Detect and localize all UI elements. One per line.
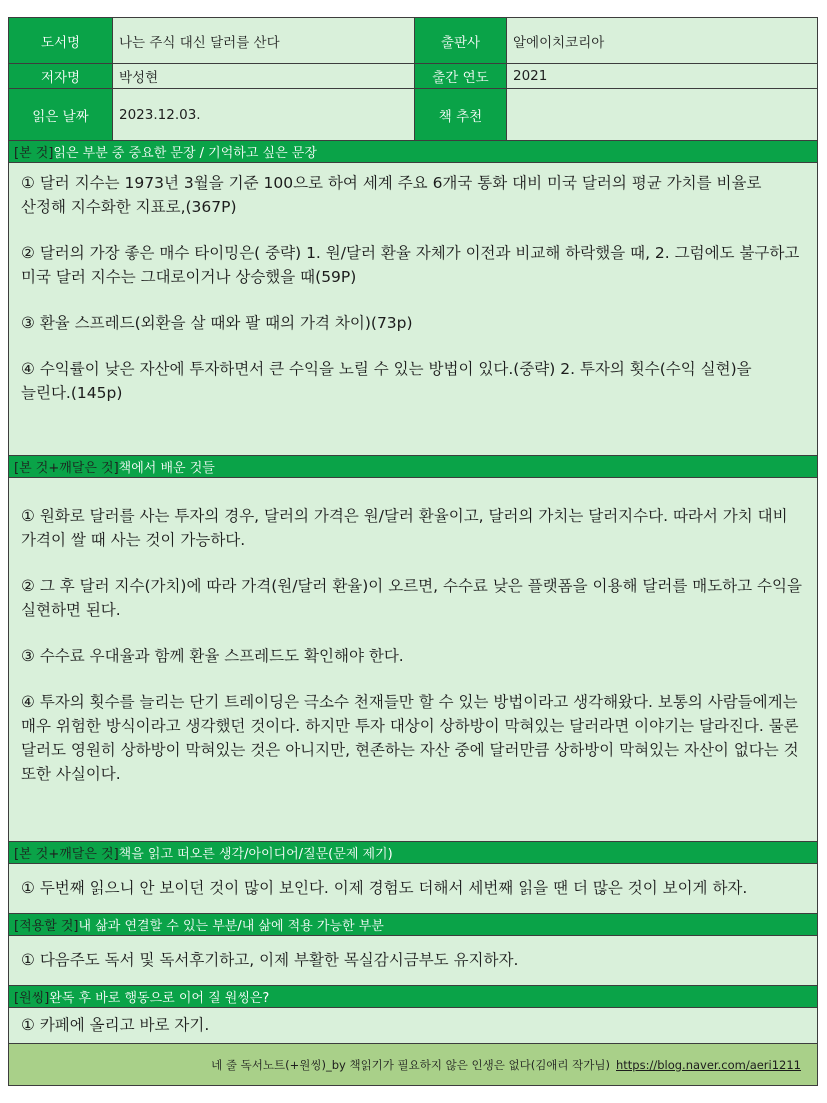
section-body-learned [9,478,817,842]
info-row-read [9,89,817,141]
footer-credit: 네 줄 독서노트(+원씽)_by 책읽기가 필요하지 않은 인생은 없다(김애리 작가님) [211,1057,610,1072]
recommend-value [507,89,817,140]
read-date-value: 2023.12.03. [113,89,415,140]
section-title: 완독 후 바로 행동으로 이어 질 원씽은? [49,991,270,1006]
section-tag: [본 것] [14,146,54,161]
section-header-learned [9,456,817,478]
paragraph: ① 원화로 달러를 사는 투자의 경우, 달러의 가격은 원/달러 환율이고, 달러의 가치는 달러지수다. 따라서 가치 대비 가격이 쌀 때 사는 것이 가능하다. [21,507,788,549]
title-value: 나는 주식 대신 달러를 산다 [113,18,415,63]
publisher-label: 출판사 [415,18,507,63]
paragraph: ② 그 후 달러 지수(가치)에 따라 가격(원/달러 환율)이 오르면, 수수료 낮은 플랫폼을 이용해 달러를 매도하고 수익을 실현하면 된다. [21,577,802,619]
publisher-value: 알에이치코리아 [507,18,817,63]
paragraph: ① 카페에 올리고 바로 자기. [21,1016,210,1034]
recommend-label: 책 추천 [415,89,507,140]
section-title: 책에서 배운 것들 [118,461,215,476]
section-body-onething [9,1008,817,1044]
paragraph: ① 달러 지수는 1973년 3월을 기준 100으로 하여 세계 주요 6개국 통화 대비 미국 달러의 평균 가치를 비율로 산정해 지수화한 지표로,(367P) [21,174,762,216]
paragraph: ③ 수수료 우대율과 함께 환율 스프레드도 확인해야 한다. [21,647,404,665]
section-tag: [적용할 것] [14,919,79,934]
title-label: 도서명 [9,18,113,63]
paragraph: ④ 수익률이 낮은 자산에 투자하면서 큰 수익을 노릴 수 있는 방법이 있다.(중략) 2. 투자의 횟수(수익 실현)을 늘린다.(145p) [21,360,752,402]
section-title: 읽은 부분 중 중요한 문장 / 기억하고 싶은 문장 [53,146,317,161]
paragraph: ② 달러의 가장 좋은 매수 타이밍은( 중략) 1. 원/달러 환율 자체가 이전과 비교해 하락했을 때, 2. 그럼에도 불구하고 미국 달러 지수는 그대로이거나 상승했을 때(59P) [21,244,800,286]
section-title: 내 삶과 연결할 수 있는 부분/내 삶에 적용 가능한 부분 [78,919,384,934]
section-header-onething [9,986,817,1008]
section-body-ideas [9,864,817,914]
section-header-ideas [9,842,817,864]
info-row-author [9,64,817,89]
footer [9,1044,817,1086]
info-row-title [9,18,817,64]
section-tag: [본 것+깨달은 것] [14,847,119,862]
paragraph: ③ 환율 스프레드(외환을 살 때와 팔 때의 가격 차이)(73p) [21,314,413,332]
author-label: 저자명 [9,64,113,88]
section-header-key-sentences [9,141,817,163]
section-title: 책을 읽고 떠오른 생각/아이디어/질문(문제 제기) [118,847,393,862]
year-value: 2021 [507,64,817,88]
section-tag: [본 것+깨달은 것] [14,461,119,476]
reading-note-sheet [8,17,818,1086]
section-body-apply [9,936,817,986]
paragraph: ① 다음주도 독서 및 독서후기하고, 이제 부활한 목실감시금부도 유지하자. [21,951,519,969]
section-tag: [원씽] [14,991,50,1006]
footer-blog-link[interactable]: https://blog.naver.com/aeri1211 [616,1057,801,1072]
paragraph: ④ 투자의 횟수를 늘리는 단기 트레이딩은 극소수 천재들만 할 수 있는 방법이라고 생각해왔다. 보통의 사람들에게는 매우 위험한 방식이라고 생각했던 것이다. 하지만 투자 대상이 상하방이 막혀있는 달러라면 이야기는 달라진다. 물론 달러도 영원히 상하방이 막혀있는 것은 아니지만, 현존하는 자산 중에 달러만큼 상하방이 막혀있는 자산이 없다는 것 또한 사실이다. [21,693,799,783]
section-body-key-sentences [9,163,817,456]
year-label: 출간 연도 [415,64,507,88]
read-date-label: 읽은 날짜 [9,89,113,140]
section-header-apply [9,914,817,936]
paragraph: ① 두번째 읽으니 안 보이던 것이 많이 보인다. 이제 경험도 더해서 세번째 읽을 땐 더 많은 것이 보이게 하자. [21,879,748,897]
author-value: 박성현 [113,64,415,88]
